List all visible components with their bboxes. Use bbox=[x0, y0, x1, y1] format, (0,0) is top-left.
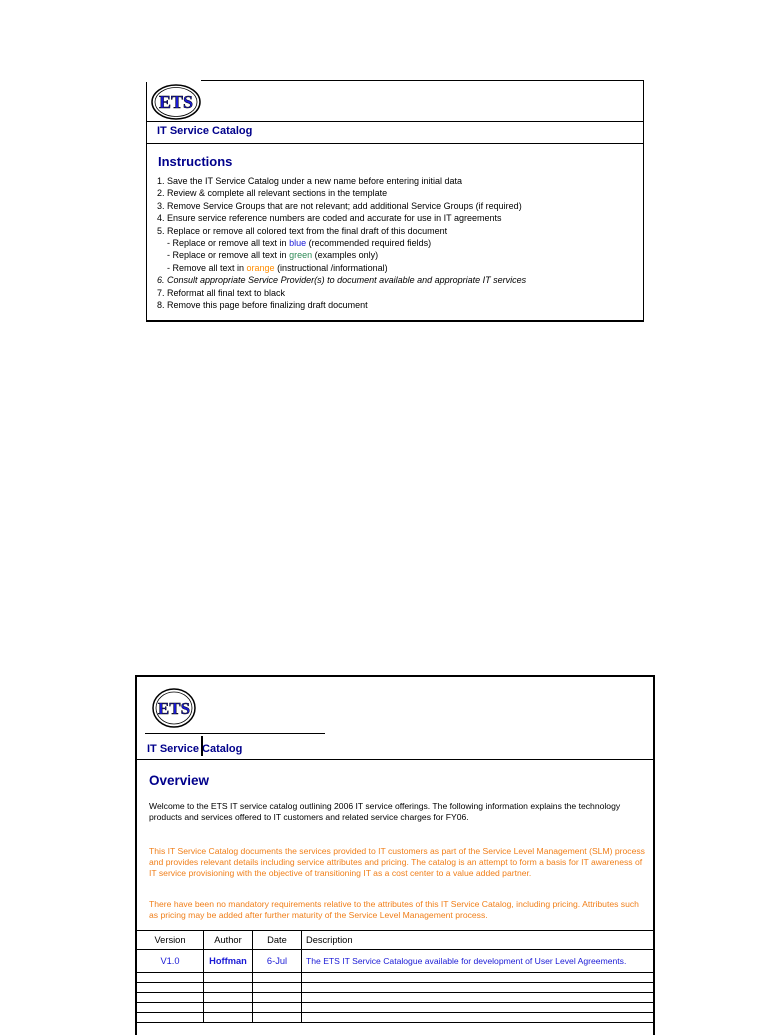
list-subitem-blue bbox=[157, 237, 526, 249]
empty-cell[interactable] bbox=[253, 993, 302, 1003]
list-item: 2. Review & complete all relevant sections in the template bbox=[157, 188, 388, 199]
overview-panel bbox=[135, 675, 655, 1035]
table-row bbox=[137, 1003, 653, 1013]
empty-cell[interactable] bbox=[302, 1013, 654, 1023]
instructions-list bbox=[157, 175, 526, 311]
requirements-paragraph: There have been no mandatory requirements relative to the attributes of this IT Service Catalog, including pricing. Attributes such as pricing may be added after further maturity of the Service Level Management process. bbox=[149, 899, 639, 920]
empty-cell[interactable] bbox=[204, 993, 253, 1003]
empty-cell[interactable] bbox=[253, 1013, 302, 1023]
divider bbox=[137, 759, 653, 760]
empty-cell[interactable] bbox=[204, 1003, 253, 1013]
empty-cell[interactable] bbox=[302, 973, 654, 983]
table-header-row bbox=[137, 931, 653, 950]
text-span: (recommended required fields) bbox=[306, 238, 432, 249]
table-row bbox=[137, 973, 653, 983]
list-item: 1. Save the IT Service Catalog under a new name before entering initial data bbox=[157, 176, 463, 186]
empty-cell[interactable] bbox=[302, 983, 654, 993]
empty-cell[interactable] bbox=[253, 983, 302, 993]
list-item: 4. Ensure service reference numbers are coded and accurate for use in IT agreements bbox=[157, 213, 502, 224]
version-table bbox=[137, 930, 653, 1023]
list-item: 3. Remove Service Groups that are not relevant; add additional Service Groups (if required) bbox=[157, 200, 522, 211]
divider bbox=[145, 733, 325, 734]
catalog-title: IT Service Catalog bbox=[147, 743, 243, 755]
empty-cell[interactable] bbox=[137, 973, 204, 983]
instructions-heading: Instructions bbox=[158, 154, 233, 169]
instructions-panel bbox=[146, 80, 644, 322]
text-span: - Remove all text in bbox=[167, 262, 247, 273]
header-author: Author bbox=[204, 931, 253, 950]
list-item: 8. Remove this page before finalizing draft document bbox=[157, 300, 368, 311]
empty-cell[interactable] bbox=[302, 993, 654, 1003]
text-span: - Replace or remove all text in bbox=[167, 250, 290, 261]
ets-logo bbox=[151, 687, 197, 729]
table-row bbox=[137, 950, 653, 973]
catalog-title: IT Service Catalog bbox=[157, 125, 253, 137]
text-cursor bbox=[201, 736, 203, 756]
empty-cell[interactable] bbox=[137, 983, 204, 993]
empty-cell[interactable] bbox=[302, 1003, 654, 1013]
empty-cell[interactable] bbox=[137, 1013, 204, 1023]
empty-cell[interactable] bbox=[253, 1003, 302, 1013]
green-word: green bbox=[289, 250, 313, 261]
text-span: (examples only) bbox=[312, 250, 379, 261]
table-row bbox=[137, 993, 653, 1003]
orange-word: orange bbox=[246, 262, 275, 273]
text-span: (instructional /informational) bbox=[274, 262, 388, 273]
header-date: Date bbox=[253, 931, 302, 950]
svg-text:ETS: ETS bbox=[158, 92, 194, 112]
cell-author[interactable]: Hoffman bbox=[204, 950, 253, 973]
list-item: 6. Consult appropriate Service Provider(s) to document available and appropriate IT services bbox=[157, 275, 527, 286]
empty-cell[interactable] bbox=[137, 1003, 204, 1013]
ets-logo bbox=[150, 83, 202, 121]
table-row bbox=[137, 983, 653, 993]
title-bar bbox=[147, 121, 643, 144]
empty-cell[interactable] bbox=[204, 1013, 253, 1023]
header-description: Description bbox=[302, 931, 654, 950]
empty-cell[interactable] bbox=[137, 993, 204, 1003]
list-subitem-green bbox=[157, 249, 526, 261]
empty-cell[interactable] bbox=[204, 983, 253, 993]
slm-paragraph: This IT Service Catalog documents the services provided to IT customers as part of the Service Level Management (SLM) process and provides relevant details including service attributes and pricing. The catalog is an attempt to form a basis for IT awareness of IT service provisioning with the objective of transitioning IT as a cost center to a value added partner. bbox=[149, 846, 645, 878]
svg-text:ETS: ETS bbox=[157, 699, 191, 718]
border-gap bbox=[146, 79, 201, 82]
list-item: 5. Replace or remove all colored text from the final draft of this document bbox=[157, 225, 448, 236]
overview-heading: Overview bbox=[149, 773, 210, 788]
cell-version[interactable]: V1.0 bbox=[137, 950, 204, 973]
list-subitem-orange bbox=[157, 262, 526, 274]
empty-cell[interactable] bbox=[253, 973, 302, 983]
header-version: Version bbox=[137, 931, 204, 950]
list-item: 7. Reformat all final text to black bbox=[157, 287, 286, 298]
empty-cell[interactable] bbox=[204, 973, 253, 983]
blue-word: blue bbox=[289, 238, 307, 249]
cell-description[interactable]: The ETS IT Service Catalogue available for development of User Level Agreements. bbox=[302, 950, 654, 973]
table-row bbox=[137, 1013, 653, 1023]
cell-date[interactable]: 6-Jul bbox=[253, 950, 302, 973]
overview-paragraph: Welcome to the ETS IT service catalog outlining 2006 IT service offerings. The following information explains the technology products and services offered to IT customers and related service charges for FY06. bbox=[149, 801, 621, 822]
text-span: - Replace or remove all text in bbox=[167, 238, 290, 249]
